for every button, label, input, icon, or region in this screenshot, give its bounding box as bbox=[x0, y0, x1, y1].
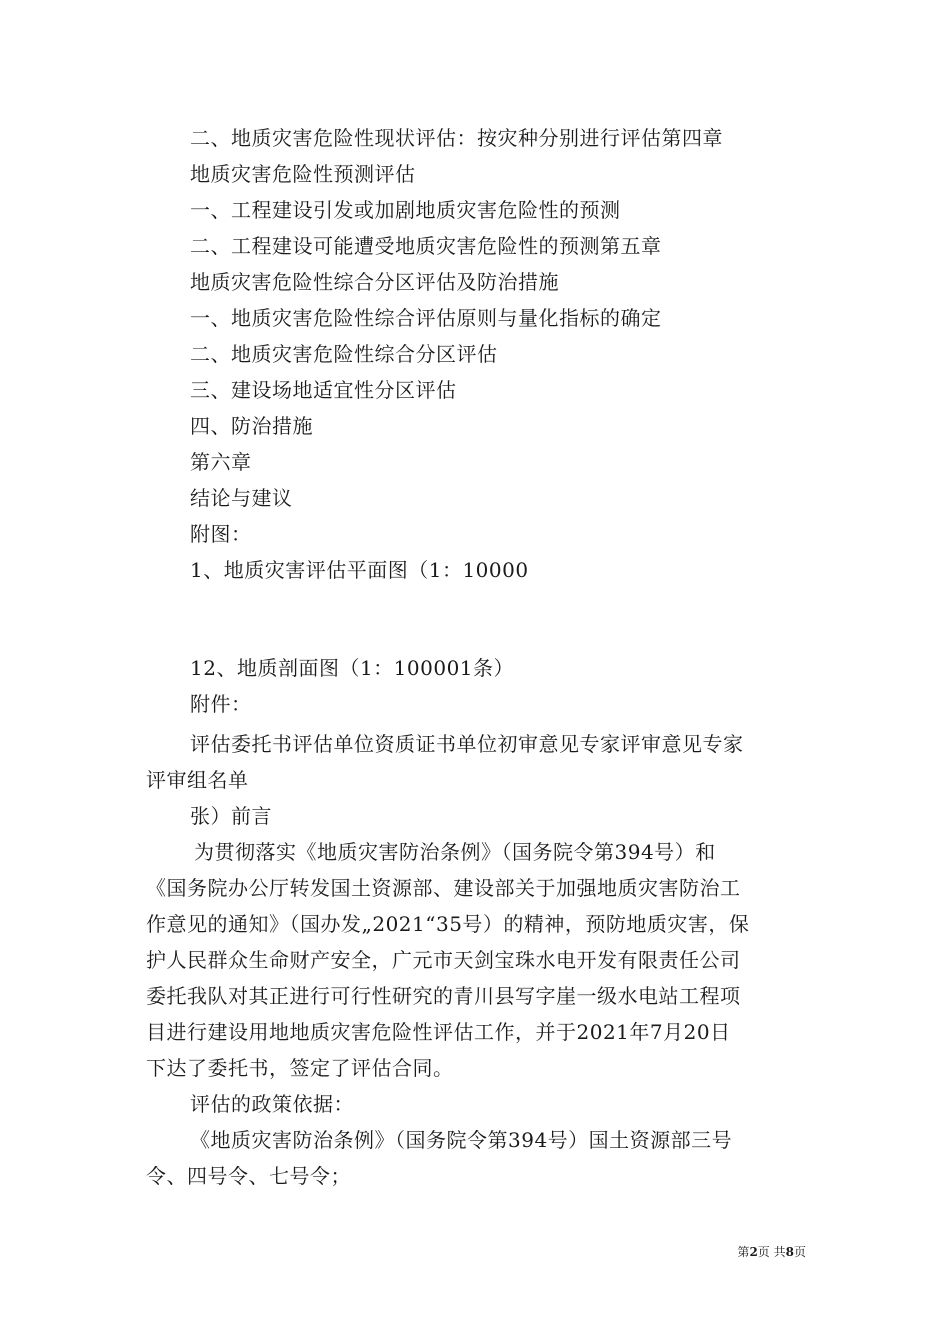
toc-line: 二、地质灾害危险性综合分区评估 bbox=[190, 342, 498, 366]
page-footer bbox=[737, 1244, 806, 1260]
footer-middle: 页 共 bbox=[757, 1245, 786, 1259]
toc-line: 12、地质剖面图（1：100001条） bbox=[190, 656, 515, 680]
toc-chapter-heading: 第六章 bbox=[190, 450, 252, 474]
toc-line: 结论与建议 bbox=[190, 486, 293, 510]
policy-basis-line: 《地质灾害防治条例》（国务院令第394号）国土资源部三号 bbox=[190, 1128, 733, 1152]
preface-paragraph-line: 《国务院办公厅转发国土资源部、建设部关于加强地质灾害防治工 bbox=[146, 876, 741, 900]
page-number: 2 bbox=[749, 1245, 758, 1259]
policy-basis-line: 令、四号令、七号令； bbox=[146, 1164, 351, 1188]
toc-line: 附件： bbox=[190, 692, 252, 716]
attachments-text: 评审组名单 bbox=[146, 768, 249, 792]
preface-heading: 张）前言 bbox=[190, 804, 272, 828]
attachments-text: 评估委托书评估单位资质证书单位初审意见专家评审意见专家 bbox=[190, 732, 744, 756]
preface-paragraph-line: 委托我队对其正进行可行性研究的青川县写字崖一级水电站工程项 bbox=[146, 984, 741, 1008]
toc-line: 附图： bbox=[190, 522, 252, 546]
total-pages: 8 bbox=[785, 1245, 794, 1259]
preface-paragraph-line: 作意见的通知》（国办发„2021“35号）的精神，预防地质灾害，保 bbox=[146, 912, 750, 936]
toc-line: 四、防治措施 bbox=[190, 414, 313, 438]
footer-suffix: 页 bbox=[793, 1245, 806, 1259]
preface-paragraph-line: 护人民群众生命财产安全，广元市天剑宝珠水电开发有限责任公司 bbox=[146, 948, 741, 972]
toc-line: 二、地质灾害危险性现状评估：按灾种分别进行评估第四章 bbox=[190, 126, 723, 150]
toc-line: 一、工程建设引发或加剧地质灾害危险性的预测 bbox=[190, 198, 621, 222]
footer-prefix: 第 bbox=[737, 1245, 750, 1259]
toc-line: 1、地质灾害评估平面图（1：10000 bbox=[190, 558, 529, 582]
policy-basis-heading: 评估的政策依据： bbox=[190, 1092, 354, 1116]
toc-line: 地质灾害危险性综合分区评估及防治措施 bbox=[190, 270, 559, 294]
preface-paragraph-line: 目进行建设用地地质灾害危险性评估工作，并于2021年7月20日 bbox=[146, 1020, 731, 1044]
toc-line: 地质灾害危险性预测评估 bbox=[190, 162, 416, 186]
preface-paragraph-line: 为贯彻落实《地质灾害防治条例》（国务院令第394号）和 bbox=[194, 840, 716, 864]
preface-paragraph-line: 下达了委托书，签定了评估合同。 bbox=[146, 1056, 454, 1080]
toc-line: 三、建设场地适宜性分区评估 bbox=[190, 378, 457, 402]
toc-line: 一、地质灾害危险性综合评估原则与量化指标的确定 bbox=[190, 306, 662, 330]
toc-line: 二、工程建设可能遭受地质灾害危险性的预测第五章 bbox=[190, 234, 662, 258]
